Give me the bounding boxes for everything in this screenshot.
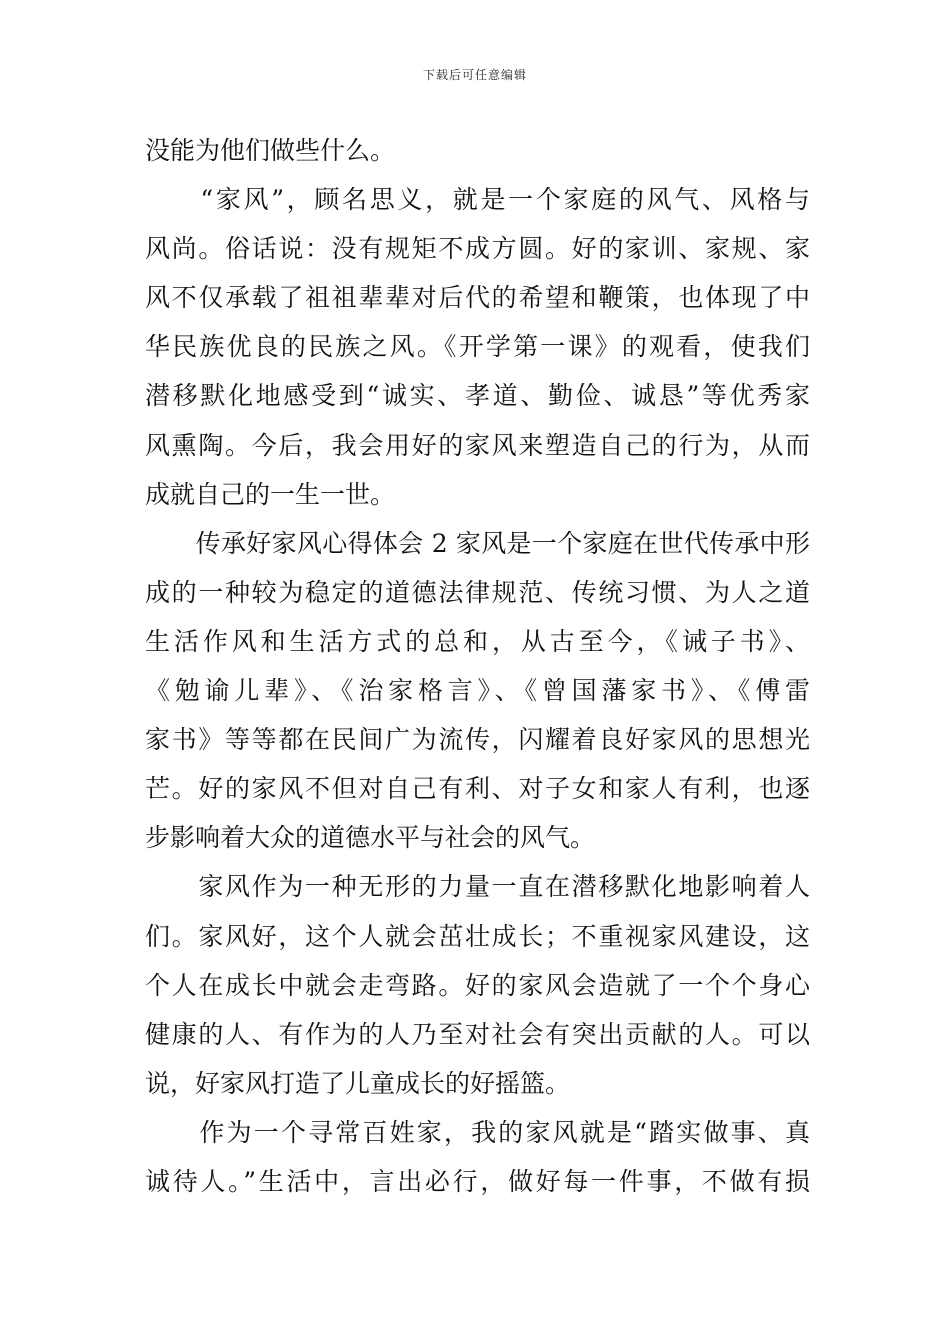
page-header: 下载后可任意编辑 bbox=[422, 68, 527, 82]
text-line: 没能为他们做些什么。 bbox=[145, 136, 396, 165]
text-line: “家风”，顾名思义，就是一个家庭的风气、风格与 bbox=[145, 185, 810, 215]
text-line: 芒。好的家风不但对自己有利、对子女和家人有利，也逐 bbox=[145, 774, 810, 804]
text-line: 说，好家风打造了儿童成长的好摇篮。 bbox=[145, 1068, 571, 1098]
text-line: 华民族优良的民族之风。《开学第一课》的观看，使我们 bbox=[145, 332, 810, 362]
text-line: 成的一种较为稳定的道德法律规范、传统习惯、为人之道 bbox=[145, 577, 810, 607]
text-line: 们。家风好，这个人就会茁壮成长；不重视家风建设，这 bbox=[145, 921, 810, 951]
body-text bbox=[145, 126, 810, 1206]
text-line: 风尚。俗话说：没有规矩不成方圆。好的家训、家规、家 bbox=[145, 234, 810, 264]
text-line: 个人在成长中就会走弯路。好的家风会造就了一个个身心 bbox=[145, 970, 810, 1000]
text-line: 健康的人、有作为的人乃至对社会有突出贡献的人。可以 bbox=[145, 1019, 810, 1049]
text-line: 诚待人。”生活中，言出必行，做好每一件事，不做有损 bbox=[145, 1166, 810, 1196]
text-line: 《勉谕儿辈》、《治家格言》、《曾国藩家书》、《傅雷 bbox=[145, 676, 810, 706]
text-line: 步影响着大众的道德水平与社会的风气。 bbox=[145, 823, 596, 853]
text-line: 风熏陶。今后，我会用好的家风来塑造自己的行为，从而 bbox=[145, 430, 810, 460]
text-line: 作为一个寻常百姓家，我的家风就是“踏实做事、真 bbox=[145, 1117, 810, 1147]
text-line: 生活作风和生活方式的总和，从古至今，《诫子书》、 bbox=[145, 626, 810, 656]
text-line: 家书》等等都在民间广为流传，闪耀着良好家风的思想光 bbox=[145, 725, 810, 755]
text-line: 传承好家风心得体会 2 家风是一个家庭在世代传承中形 bbox=[145, 528, 810, 558]
text-line: 家风作为一种无形的力量一直在潜移默化地影响着人 bbox=[145, 872, 810, 902]
text-line: 风不仅承载了祖祖辈辈对后代的希望和鞭策，也体现了中 bbox=[145, 283, 810, 313]
text-line: 成就自己的一生一世。 bbox=[145, 479, 396, 509]
text-line: 潜移默化地感受到“诚实、孝道、勤俭、诚恳”等优秀家 bbox=[145, 381, 810, 411]
